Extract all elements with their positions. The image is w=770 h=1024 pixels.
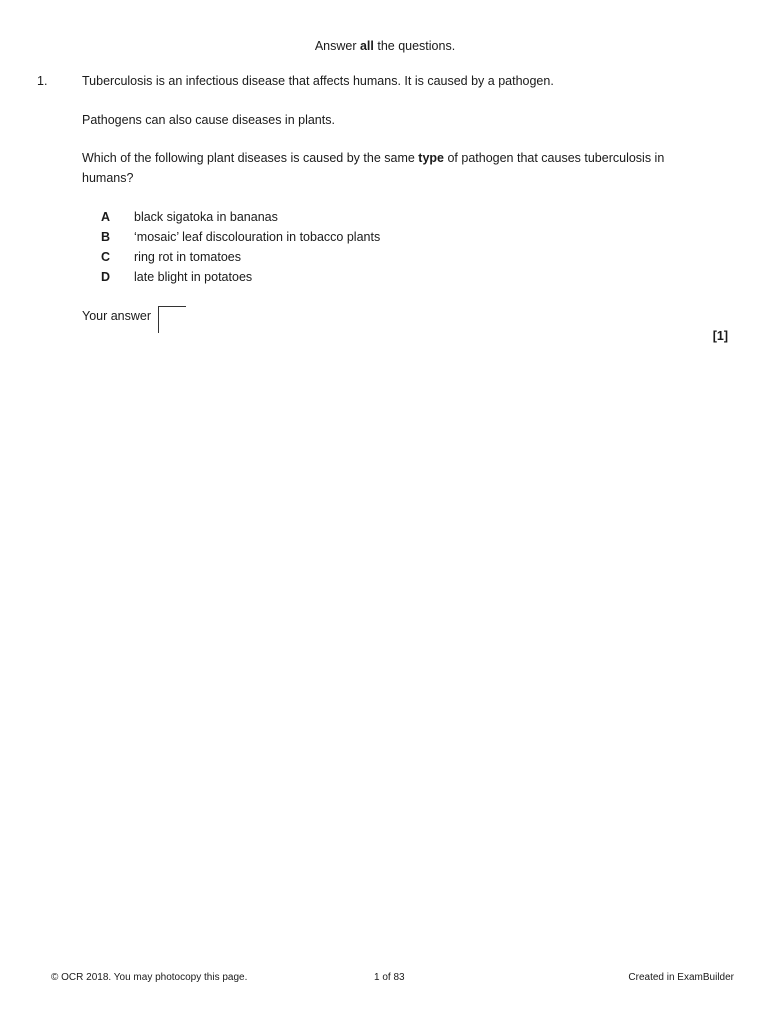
instruction-bold: all — [359, 39, 374, 53]
question-prompt-line2: humans? — [82, 171, 134, 185]
option-a-letter: A — [101, 210, 111, 224]
prompt-post: of pathogen that causes tuberculosis in — [444, 151, 665, 165]
question-prompt — [82, 151, 664, 166]
instruction-post: the questions. — [373, 39, 456, 53]
question-stem: Tuberculosis is an infectious disease that affects humans. It is caused by a pathogen. — [82, 74, 554, 88]
your-answer-label: Your answer — [82, 309, 152, 323]
option-b-letter: B — [101, 230, 111, 244]
answer-box[interactable] — [158, 306, 186, 333]
option-c-text: ring rot in tomatoes — [134, 250, 241, 264]
option-d-text: late blight in potatoes — [134, 270, 253, 284]
footer-copyright: © OCR 2018. You may photocopy this page. — [51, 972, 248, 983]
option-c-letter: C — [101, 250, 111, 264]
footer-page-number: 1 of 83 — [374, 972, 405, 983]
instruction-pre: Answer — [314, 39, 360, 53]
question-context: Pathogens can also cause diseases in plants. — [82, 113, 335, 127]
option-d-letter: D — [101, 270, 111, 284]
prompt-pre: Which of the following plant diseases is caused by the same — [82, 151, 419, 165]
instruction — [0, 39, 770, 54]
question-number: 1. — [37, 74, 48, 88]
marks: [1] — [712, 329, 728, 343]
option-a-text: black sigatoka in bananas — [134, 210, 278, 224]
prompt-bold: type — [418, 151, 444, 165]
option-b-text: ‘mosaic’ leaf discolouration in tobacco plants — [134, 230, 381, 244]
footer-created: Created in ExamBuilder — [628, 972, 734, 983]
